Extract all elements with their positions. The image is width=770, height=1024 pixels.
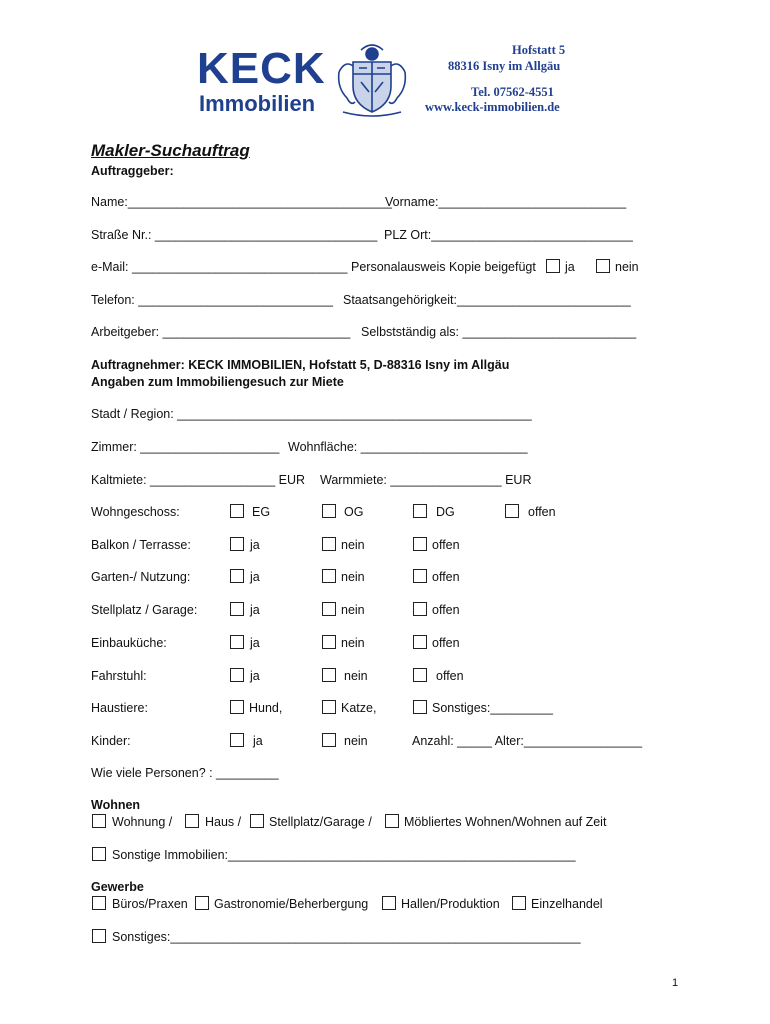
sonstige-immobilien-checkbox[interactable] (92, 847, 106, 861)
geschoss-offen-checkbox[interactable] (505, 504, 519, 518)
wohnung-label: Wohnung / (112, 815, 173, 829)
wohnen-heading: Wohnen (91, 798, 141, 812)
haus-label: Haus / (205, 815, 242, 829)
stellplatz-ja-label: ja (250, 603, 260, 617)
stellplatz-offen-checkbox[interactable] (413, 602, 427, 616)
hund-label: Hund, (249, 701, 283, 715)
og-label: OG (344, 505, 364, 519)
wohngeschoss-label: Wohngeschoss: (91, 505, 180, 519)
stellplatz-nein-label: nein (341, 603, 365, 617)
garten-label: Garten-/ Nutzung: (91, 570, 191, 584)
gewerbe-heading: Gewerbe (91, 880, 144, 894)
einbaukueche-label: Einbauküche: (91, 636, 167, 650)
search-heading: Angaben zum Immobiliengesuch zur Miete (91, 375, 344, 389)
gastronomie-label: Gastronomie/Beherbergung (214, 897, 369, 911)
kueche-nein-label: nein (341, 636, 365, 650)
moebliert-label: Möbliertes Wohnen/Wohnen auf Zeit (404, 815, 607, 829)
garten-nein-checkbox[interactable] (322, 569, 336, 583)
balkon-label: Balkon / Terrasse: (91, 538, 191, 552)
kinder-anzahl-field[interactable]: Anzahl: _____ Alter:_________________ (412, 734, 643, 748)
phone: Tel. 07562-4551 (471, 85, 554, 99)
bueros-label: Büros/Praxen (112, 897, 188, 911)
stadt-field[interactable]: Stadt / Region: ___________________________________________________ (91, 407, 532, 421)
wohnung-checkbox[interactable] (92, 814, 106, 828)
garten-nein-label: nein (341, 570, 365, 584)
ausweis-ja-checkbox[interactable] (546, 259, 560, 273)
balkon-ja-label: ja (250, 538, 260, 552)
staat-field[interactable]: Staatsangehörigkeit:_________________________ (343, 293, 631, 307)
fahrstuhl-ja-checkbox[interactable] (230, 668, 244, 682)
fahrstuhl-nein-checkbox[interactable] (322, 668, 336, 682)
selbst-field[interactable]: Selbstständig als: _________________________ (361, 325, 637, 339)
stellplatz-garage-label: Stellplatz/Garage / (269, 815, 372, 829)
ausweis-ja-label: ja (565, 260, 575, 274)
stellplatz-nein-checkbox[interactable] (322, 602, 336, 616)
fahrstuhl-label: Fahrstuhl: (91, 669, 147, 683)
sonstige-immobilien-field[interactable]: Sonstige Immobilien:__________________________________________________ (112, 848, 576, 862)
stellplatz-ja-checkbox[interactable] (230, 602, 244, 616)
telefon-field[interactable]: Telefon: ____________________________ (91, 293, 333, 307)
warmmiete-field[interactable]: Warmmiete: ________________ EUR (320, 473, 532, 487)
hund-checkbox[interactable] (230, 700, 244, 714)
garten-ja-label: ja (250, 570, 260, 584)
einzelhandel-checkbox[interactable] (512, 896, 526, 910)
garten-offen-label: offen (432, 570, 460, 584)
brand-keck: KECK (197, 44, 326, 93)
sonstiges-tier-field[interactable]: Sonstiges:_________ (432, 701, 553, 715)
stellplatz-offen-label: offen (432, 603, 460, 617)
email-field[interactable]: e-Mail: _______________________________ (91, 260, 348, 274)
contractor-line: Auftragnehmer: KECK IMMOBILIEN, Hofstatt 5, D-88316 Isny im Allgäu (91, 358, 510, 372)
client-heading: Auftraggeber: (91, 164, 174, 178)
kinder-ja-label: ja (253, 734, 263, 748)
strasse-field[interactable]: Straße Nr.: ________________________________ (91, 228, 378, 242)
arbeitgeber-field[interactable]: Arbeitgeber: ___________________________ (91, 325, 351, 339)
fahrstuhl-offen-label: offen (436, 669, 464, 683)
kueche-offen-checkbox[interactable] (413, 635, 427, 649)
dg-checkbox[interactable] (413, 504, 427, 518)
haus-checkbox[interactable] (185, 814, 199, 828)
sonstiges-tier-checkbox[interactable] (413, 700, 427, 714)
geschoss-offen-label: offen (528, 505, 556, 519)
dg-label: DG (436, 505, 455, 519)
katze-label: Katze, (341, 701, 377, 715)
fahrstuhl-nein-label: nein (344, 669, 368, 683)
brand-immobilien: Immobilien (199, 91, 316, 116)
haustiere-label: Haustiere: (91, 701, 148, 715)
kaltmiete-field[interactable]: Kaltmiete: __________________ EUR (91, 473, 306, 487)
stellplatz-label: Stellplatz / Garage: (91, 603, 198, 617)
gewerbe-sonstiges-checkbox[interactable] (92, 929, 106, 943)
katze-checkbox[interactable] (322, 700, 336, 714)
eg-label: EG (252, 505, 271, 519)
balkon-offen-label: offen (432, 538, 460, 552)
garten-offen-checkbox[interactable] (413, 569, 427, 583)
einzelhandel-label: Einzelhandel (531, 897, 603, 911)
balkon-nein-checkbox[interactable] (322, 537, 336, 551)
bueros-checkbox[interactable] (92, 896, 106, 910)
address-line1: Hofstatt 5 (512, 43, 566, 57)
plz-field[interactable]: PLZ Ort:_____________________________ (384, 228, 633, 242)
fahrstuhl-ja-label: ja (250, 669, 260, 683)
hallen-checkbox[interactable] (382, 896, 396, 910)
personen-field[interactable]: Wie viele Personen? : _________ (91, 766, 279, 780)
og-checkbox[interactable] (322, 504, 336, 518)
gastronomie-checkbox[interactable] (195, 896, 209, 910)
kueche-ja-checkbox[interactable] (230, 635, 244, 649)
ausweis-nein-checkbox[interactable] (596, 259, 610, 273)
kinder-nein-checkbox[interactable] (322, 733, 336, 747)
ausweis-nein-label: nein (615, 260, 639, 274)
name-field[interactable]: Name:______________________________________ (91, 195, 392, 209)
kinder-nein-label: nein (344, 734, 368, 748)
page-number: 1 (672, 977, 679, 989)
kinder-label: Kinder: (91, 734, 131, 748)
gewerbe-sonstiges-field[interactable]: Sonstiges:___________________________________________________________ (112, 930, 581, 944)
fahrstuhl-offen-checkbox[interactable] (413, 668, 427, 682)
kinder-ja-checkbox[interactable] (230, 733, 244, 747)
kueche-nein-checkbox[interactable] (322, 635, 336, 649)
balkon-ja-checkbox[interactable] (230, 537, 244, 551)
zimmer-field[interactable]: Zimmer: ____________________ (91, 440, 280, 454)
kueche-ja-label: ja (250, 636, 260, 650)
balkon-nein-label: nein (341, 538, 365, 552)
vorname-field[interactable]: Vorname:___________________________ (385, 195, 627, 209)
address-line2: 88316 Isny im Allgäu (448, 59, 561, 73)
page-title: Makler-Suchauftrag (91, 141, 250, 160)
hallen-label: Hallen/Produktion (401, 897, 500, 911)
balkon-offen-checkbox[interactable] (413, 537, 427, 551)
coat-of-arms-icon (333, 42, 411, 123)
garten-ja-checkbox[interactable] (230, 569, 244, 583)
website-link[interactable]: www.keck-immobilien.de (425, 100, 560, 114)
eg-checkbox[interactable] (230, 504, 244, 518)
ausweis-label: Personalausweis Kopie beigefügt (351, 260, 536, 274)
wohnflaeche-field[interactable]: Wohnfläche: ________________________ (288, 440, 528, 454)
moebliert-checkbox[interactable] (385, 814, 399, 828)
stellplatz-garage-checkbox[interactable] (250, 814, 264, 828)
kueche-offen-label: offen (432, 636, 460, 650)
